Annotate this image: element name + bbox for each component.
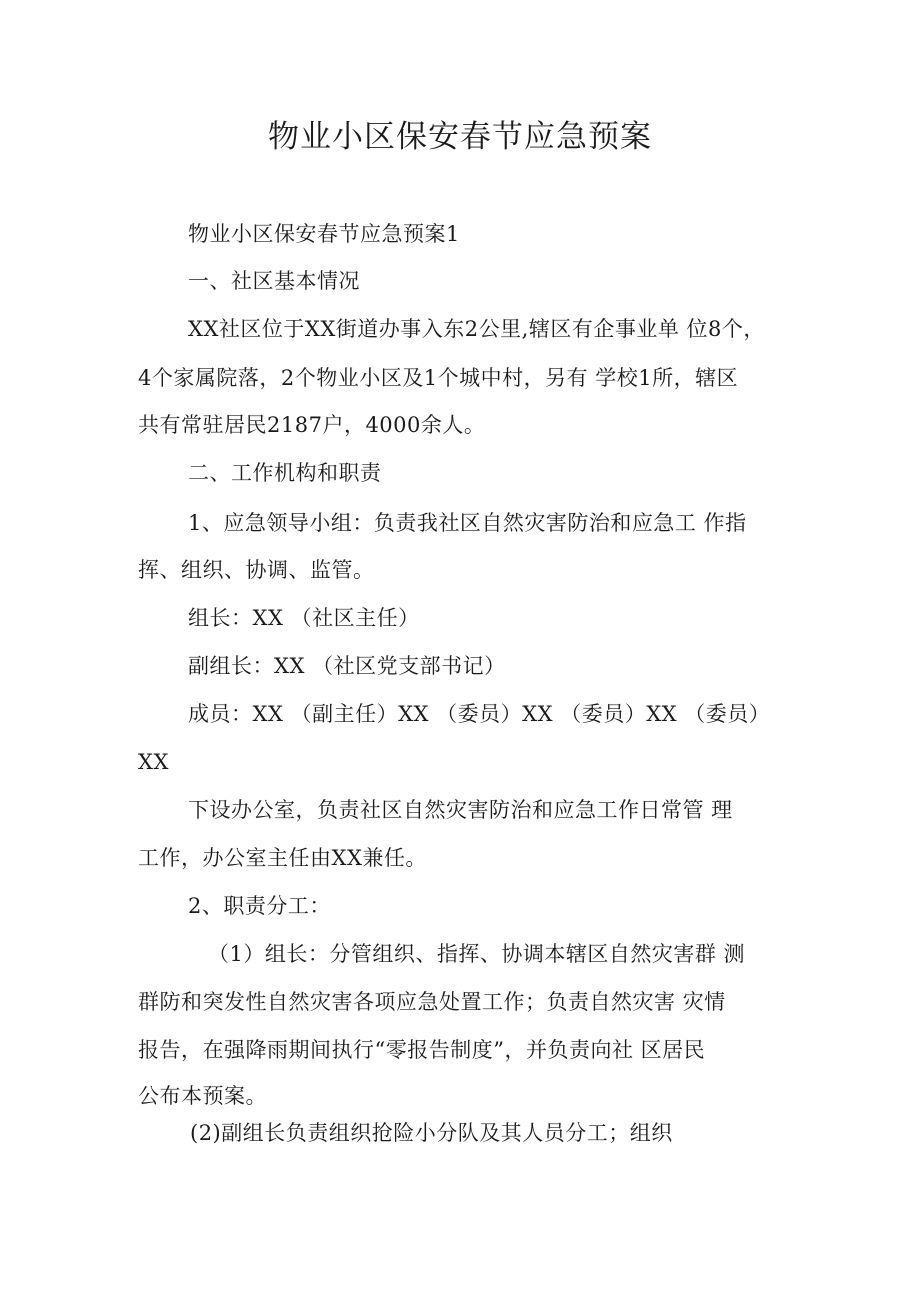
- section-heading-3: 2、职责分工：: [188, 894, 331, 918]
- members-line: 成员：XX （副主任）XX （委员）XX （委员）XX （委员）: [188, 702, 771, 726]
- paragraph-line: (2)副组长负责组织抢险小分队及其人员分工；组织: [190, 1121, 673, 1145]
- team-leader-line: 组长：XX （社区主任）: [188, 606, 420, 630]
- paragraph-line: 共有常驻居民2187户，4000余人。: [138, 413, 486, 437]
- members-line-cont: XX: [138, 750, 169, 774]
- paragraph-line: XX社区位于XX街道办事入东2公里,辖区有企事业单 位8个，: [188, 317, 765, 341]
- deputy-leader-line: 副组长：XX （社区党支部书记）: [188, 654, 506, 678]
- paragraph-line: 公布本预案。: [138, 1084, 267, 1108]
- paragraph-line: 下设办公室，负责社区自然灾害防治和应急工作日常管 理: [188, 798, 733, 822]
- subtitle-line: 物业小区保安春节应急预案1: [188, 222, 460, 246]
- section-heading-2: 二、工作机构和职责: [188, 461, 382, 485]
- paragraph-line: 报告，在强降雨期间执行“零报告制度”，并负责向社 区居民: [138, 1038, 706, 1062]
- paragraph-line: （1）组长：分管组织、指挥、协调本辖区自然灾害群 测: [208, 942, 746, 966]
- paragraph-line: 1、应急领导小组：负责我社区自然灾害防治和应急工 作指: [188, 511, 747, 535]
- paragraph-line: 工作，办公室主任由XX兼任。: [138, 846, 427, 870]
- paragraph-line: 群防和突发性自然灾害各项应急处置工作；负责自然灾害 灾情: [138, 990, 726, 1014]
- document-title: 物业小区保安春节应急预案: [268, 119, 652, 155]
- section-heading-1: 一、社区基本情况: [188, 269, 360, 293]
- paragraph-line: 4个家属院落，2个物业小区及1个城中村，另有 学校1所，辖区: [138, 366, 739, 390]
- paragraph-line: 挥、组织、协调、监管。: [138, 558, 375, 582]
